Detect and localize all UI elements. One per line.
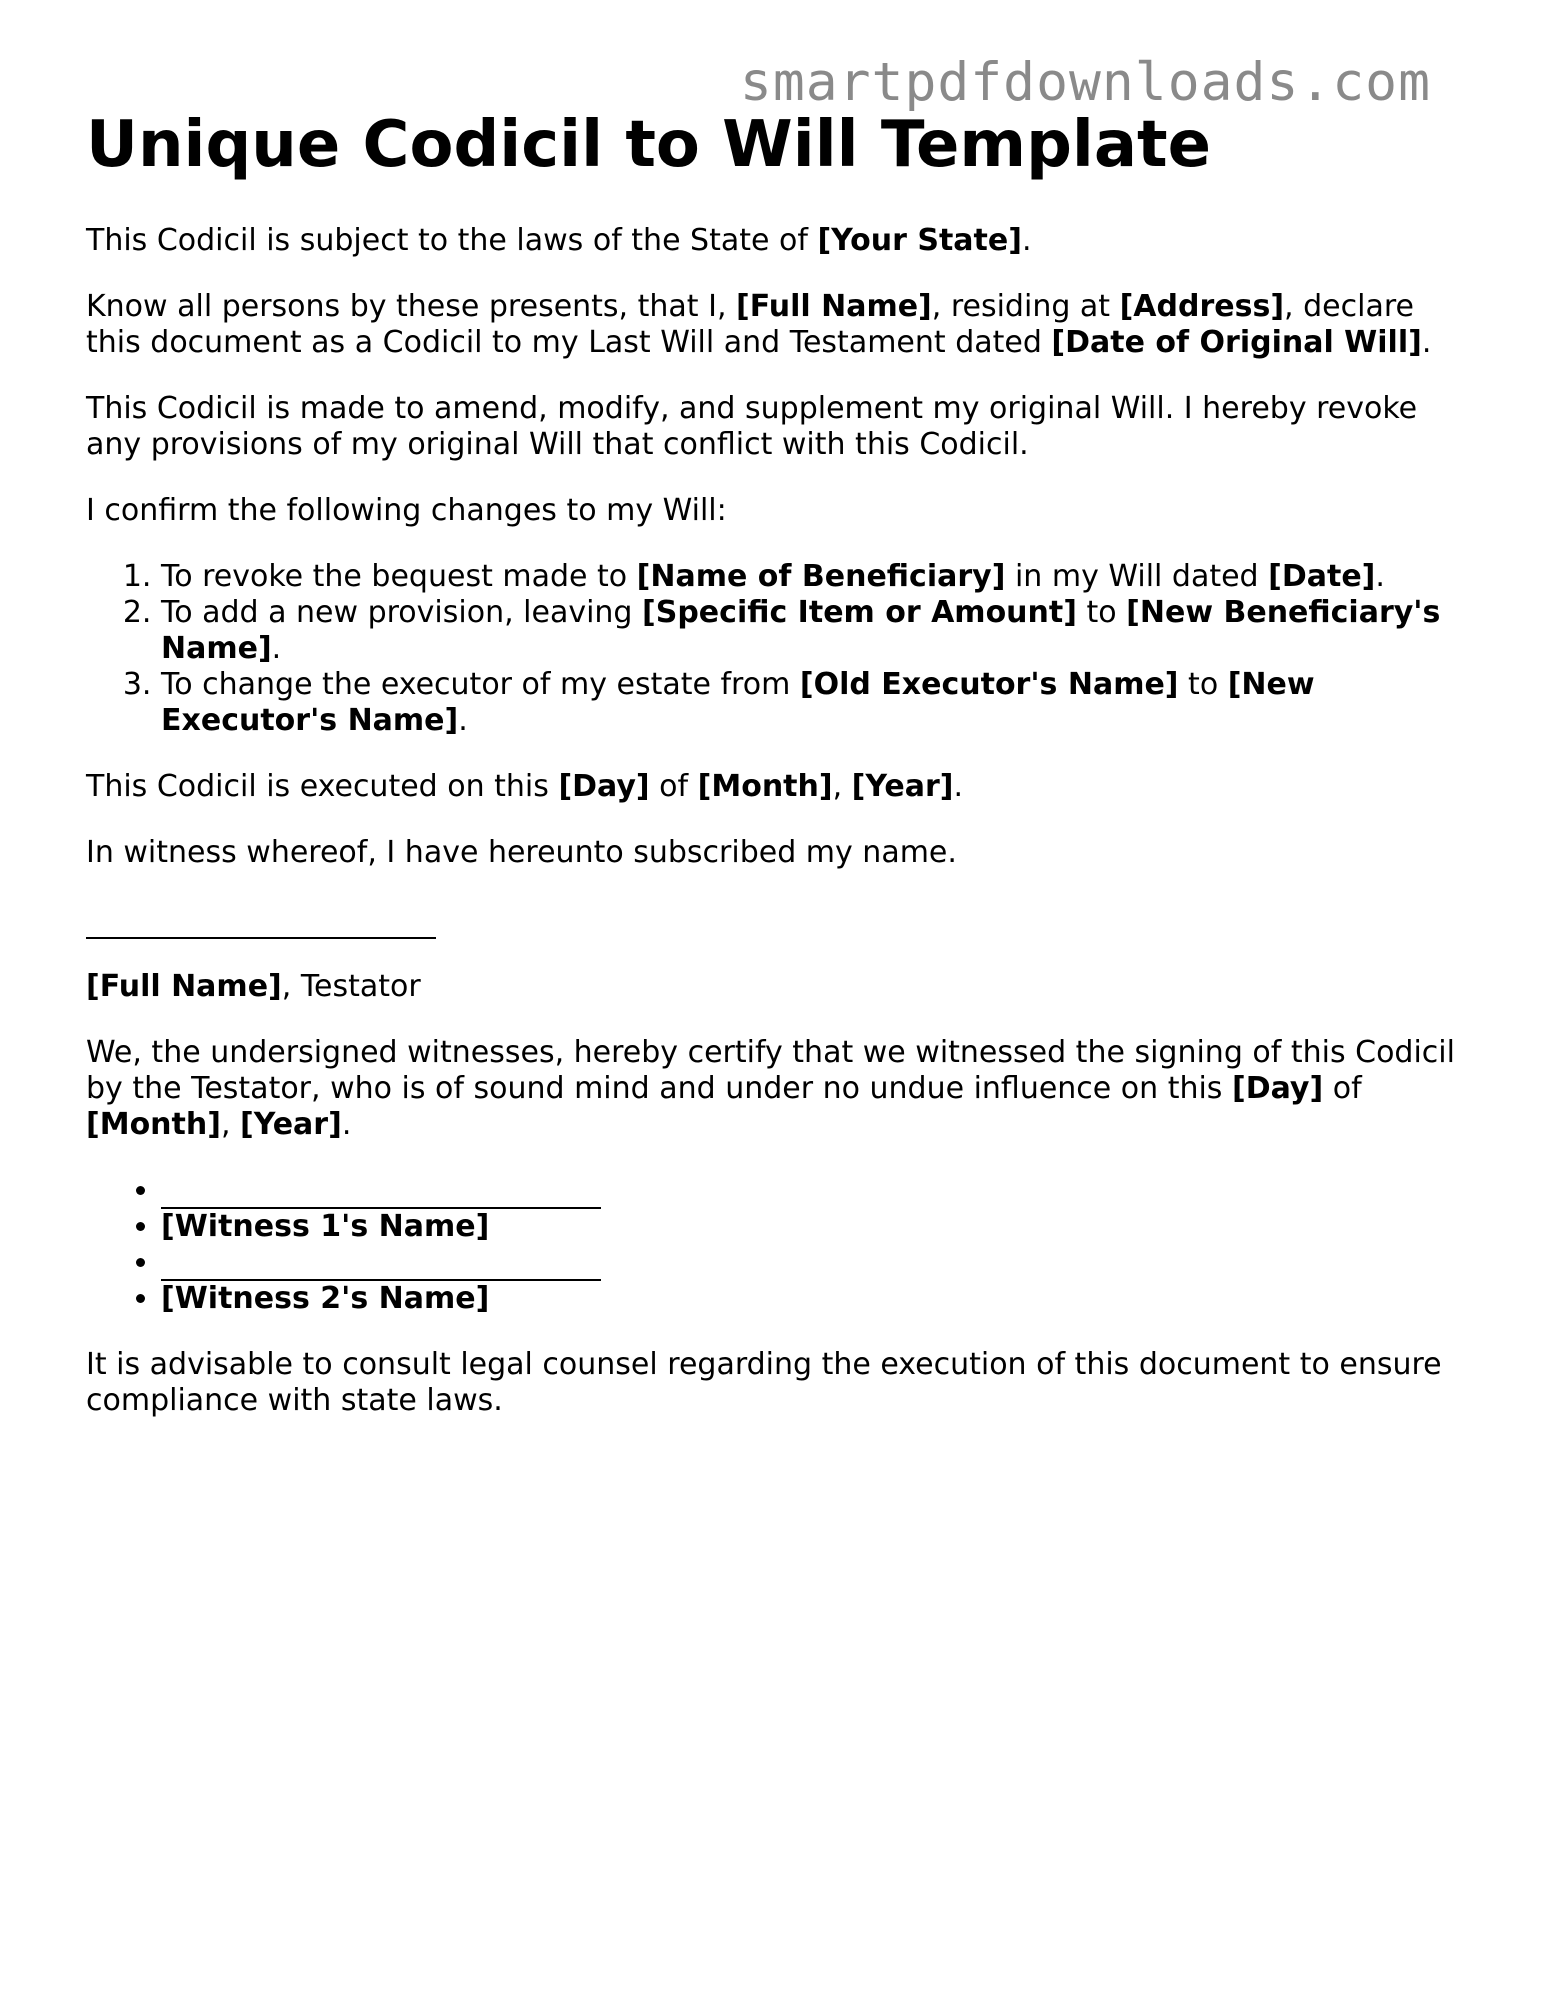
witness-1-signature-line[interactable] <box>161 1177 601 1209</box>
placeholder-original-will-date: [Date of Original Will] <box>1051 325 1422 360</box>
testator-label: [Full Name], Testator <box>86 969 421 1004</box>
witness-list <box>86 1173 1466 1317</box>
list-item: 2. To add a new provision, leaving [Specific Item or Amount] to [New Beneficiary's Name]. <box>161 595 1466 667</box>
list-item: 1. To revoke the bequest made to [Name of Beneficiary] in my Will dated [Date]. <box>161 559 1466 595</box>
executed-clause: This Codicil is executed on this [Day] of [Month], [Year]. <box>86 769 963 804</box>
witness-statement: In witness whereof, I have hereunto subscribed my name. <box>86 835 957 870</box>
document-page <box>86 0 1466 1419</box>
placeholder-witness-2-name: [Witness 2's Name] <box>161 1281 490 1316</box>
placeholder-address: [Address] <box>1119 289 1285 324</box>
declaration-clause: Know all persons by these presents, that I, [Full Name], residing at [Address], declare this document as a Codicil to my Last Will and Testament dated [Date of Original Will]. <box>86 289 1432 360</box>
placeholder-new-beneficiary: [New Beneficiary's Name] <box>161 595 1441 666</box>
placeholder-date: [Date] <box>1268 559 1376 594</box>
placeholder-month: [Month] <box>697 769 833 804</box>
witness-2-signature-line[interactable] <box>161 1249 601 1281</box>
placeholder-day: [Day] <box>1231 1071 1324 1106</box>
placeholder-month: [Month] <box>86 1107 221 1142</box>
list-item <box>161 1245 1466 1281</box>
placeholder-old-executor: [Old Executor's Name] <box>799 667 1179 702</box>
placeholder-year: [Year] <box>851 769 954 804</box>
advisory-note: It is advisable to consult legal counsel regarding the execution of this document to ensure compliance with state laws. <box>86 1347 1442 1418</box>
changes-list <box>86 559 1466 739</box>
list-item <box>161 1173 1466 1209</box>
placeholder-your-state: [Your State] <box>817 223 1022 258</box>
placeholder-specific-item: [Specific Item or Amount] <box>642 595 1077 630</box>
list-item <box>161 1281 1466 1317</box>
watermark: smartpdfdownloads.com <box>739 52 1431 113</box>
placeholder-testator-name: [Full Name] <box>86 969 282 1004</box>
placeholder-witness-1-name: [Witness 1's Name] <box>161 1209 490 1244</box>
page-title: Unique Codicil to Will Template <box>86 108 1212 182</box>
placeholder-full-name: [Full Name] <box>736 289 932 324</box>
state-clause: This Codicil is subject to the laws of the State of [Your State]. <box>86 223 1032 258</box>
placeholder-day: [Day] <box>558 769 650 804</box>
placeholder-beneficiary: [Name of Beneficiary] <box>636 559 1006 594</box>
placeholder-year: [Year] <box>240 1107 342 1142</box>
testator-signature-line[interactable] <box>86 901 436 939</box>
placeholder-new-executor: [New Executor's Name] <box>161 667 1315 738</box>
amend-clause: This Codicil is made to amend, modify, and supplement my original Will. I hereby revoke any provisions of my original Will that conflict with this Codicil. <box>86 391 1418 462</box>
list-item <box>161 1209 1466 1245</box>
confirm-text: I confirm the following changes to my Will: <box>86 493 727 528</box>
list-item: 3. To change the executor of my estate from [Old Executor's Name] to [New Executor's Name]. <box>161 667 1466 739</box>
certify-clause: We, the undersigned witnesses, hereby certify that we witnessed the signing of this Codicil by the Testator, who is of sound mind and under no undue influence on this [Day] of [Month], [Year]. <box>86 1035 1455 1142</box>
